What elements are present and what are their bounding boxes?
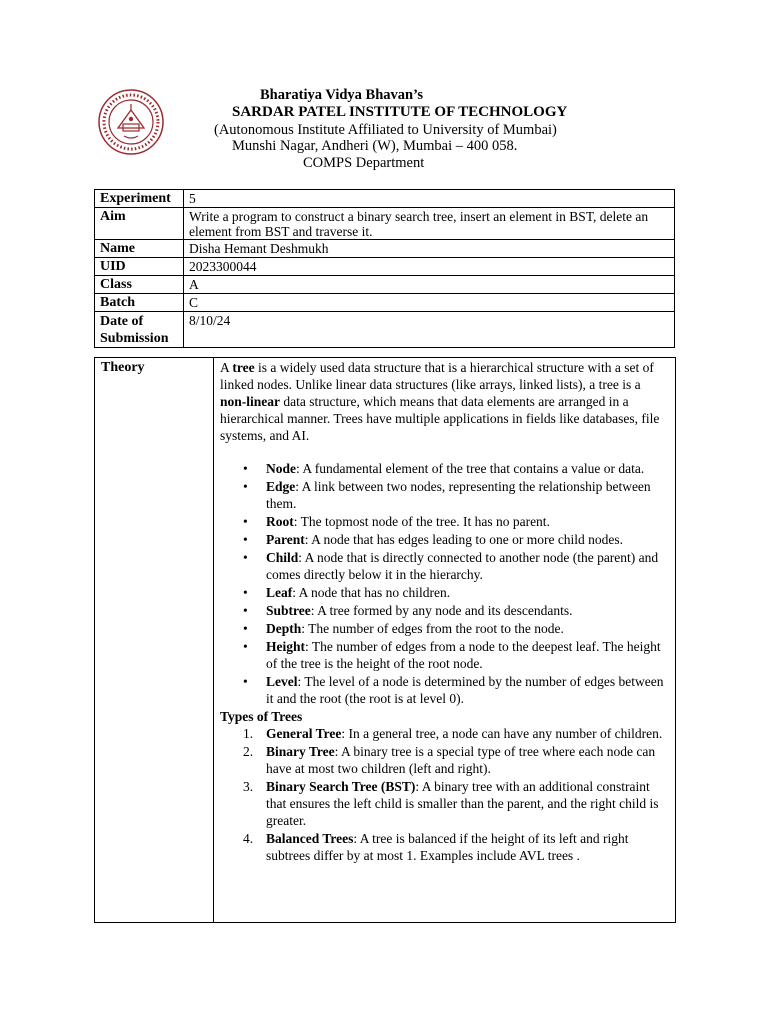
affiliation: (Autonomous Institute Affiliated to University of Mumbai) [214, 122, 557, 138]
class-label: Class [95, 276, 184, 294]
institute-logo [94, 88, 168, 156]
intro-text: A [220, 360, 233, 375]
list-item [220, 830, 669, 864]
institute-seal-icon [94, 88, 168, 156]
term-desc: : A tree formed by any node and its descendants. [310, 603, 573, 618]
term-desc: : The topmost node of the tree. It has no parent. [293, 514, 550, 529]
term: Binary Tree [266, 744, 335, 759]
address: Munshi Nagar, Andheri (W), Mumbai – 400 058. [232, 138, 518, 154]
term: Balanced Trees [266, 831, 354, 846]
uid-label: UID [95, 258, 184, 276]
term-desc: : A tree is balanced if the height of its left and right subtrees differ by at most 1. Examples include AVL trees . [266, 831, 629, 863]
list-item [220, 602, 669, 619]
table-row [95, 276, 675, 294]
term-desc: : A node that is directly connected to another node (the parent) and comes directly below it in the hierarchy. [266, 550, 659, 582]
term: Leaf [266, 585, 293, 600]
term-desc: : A node that has no children. [292, 585, 451, 600]
theory-body [214, 358, 676, 923]
list-item [220, 778, 669, 829]
class-value: A [184, 276, 675, 294]
list-number: 4. [243, 831, 254, 846]
experiment-label: Experiment [95, 190, 184, 208]
bullet-icon: • [243, 585, 248, 600]
table-row [95, 208, 675, 240]
list-item [220, 743, 669, 777]
list-item [220, 673, 669, 707]
term: Child [266, 550, 299, 565]
list-item [220, 549, 669, 583]
institute-name: SARDAR PATEL INSTITUTE OF TECHNOLOGY [232, 104, 568, 120]
list-item [220, 584, 669, 601]
term-desc: : The number of edges from a node to the deepest leaf. The height of the tree is the height of the root node. [266, 639, 661, 671]
tree-terms-list [220, 460, 669, 707]
bullet-icon: • [243, 603, 248, 618]
term: General Tree [266, 726, 342, 741]
list-item [220, 460, 669, 477]
intro-bold-term: tree [232, 360, 255, 375]
batch-value: C [184, 294, 675, 312]
term-desc: : A link between two nodes, representing the relationship between them. [266, 479, 651, 511]
table-row [95, 240, 675, 258]
table-row [95, 312, 675, 348]
list-item [220, 513, 669, 530]
bullet-icon: • [243, 532, 248, 547]
table-row [95, 294, 675, 312]
theory-label: Theory [95, 358, 214, 923]
intro-bold-term: non-linear [220, 394, 281, 409]
bullet-icon: • [243, 639, 248, 654]
date-value: 8/10/24 [184, 312, 675, 348]
term-desc: : In a general tree, a node can have any number of children. [341, 726, 663, 741]
term: Edge [266, 479, 296, 494]
bullet-icon: • [243, 514, 248, 529]
term: Height [266, 639, 305, 654]
list-item [220, 531, 669, 548]
term-desc: : A fundamental element of the tree that contains a value or data. [296, 461, 645, 476]
bullet-icon: • [243, 550, 248, 565]
term: Parent [266, 532, 305, 547]
name-label: Name [95, 240, 184, 258]
aim-value: Write a program to construct a binary search tree, insert an element in BST, delete an element from BST and traverse it. [184, 208, 675, 240]
uid-value: 2023300044 [184, 258, 675, 276]
tree-types-list [220, 725, 669, 864]
date-label: Date of Submission [95, 312, 184, 348]
theory-intro [220, 359, 669, 444]
bullet-icon: • [243, 621, 248, 636]
trust-name: Bharatiya Vidya Bhavan’s [260, 87, 424, 103]
term: Depth [266, 621, 302, 636]
aim-label: Aim [95, 208, 184, 240]
intro-text: data structure, which means that data elements are arranged in a hierarchical manner. Trees have multiple applications in fields like databases, file systems, and AI. [220, 394, 660, 443]
table-row [95, 358, 676, 923]
term: Level [266, 674, 298, 689]
term-desc: : The level of a node is determined by the number of edges between it and the root (the root is at level 0). [266, 674, 664, 706]
list-number: 2. [243, 744, 254, 759]
term: Node [266, 461, 296, 476]
bullet-icon: • [243, 461, 248, 476]
term: Root [266, 514, 294, 529]
list-item [220, 620, 669, 637]
name-value: Disha Hemant Deshmukh [184, 240, 675, 258]
term: Binary Search Tree (BST) [266, 779, 416, 794]
intro-text: is a widely used data structure that is a hierarchical structure with a set of linked nodes. Unlike linear data structures (like arrays, linked lists), a tree is a [220, 360, 654, 392]
list-item [220, 478, 669, 512]
table-row [95, 190, 675, 208]
list-item [220, 638, 669, 672]
list-item [220, 725, 669, 742]
types-of-trees-heading: Types of Trees [220, 709, 303, 724]
document-header [0, 0, 768, 180]
term-desc: : The number of edges from the root to the node. [301, 621, 564, 636]
batch-label: Batch [95, 294, 184, 312]
list-number: 1. [243, 726, 254, 741]
theory-table [94, 357, 676, 923]
term-desc: : A binary tree is a special type of tree where each node can have at most two children (left and right). [266, 744, 656, 776]
term-desc: : A binary tree with an additional constraint that ensures the left child is smaller than the parent, and the right child is greater. [266, 779, 659, 828]
list-number: 3. [243, 779, 254, 794]
department: COMPS Department [303, 155, 425, 171]
experiment-value: 5 [184, 190, 675, 208]
table-row [95, 258, 675, 276]
experiment-info-table [94, 189, 675, 348]
bullet-icon: • [243, 479, 248, 494]
bullet-icon: • [243, 674, 248, 689]
term-desc: : A node that has edges leading to one or more child nodes. [304, 532, 624, 547]
term: Subtree [266, 603, 311, 618]
